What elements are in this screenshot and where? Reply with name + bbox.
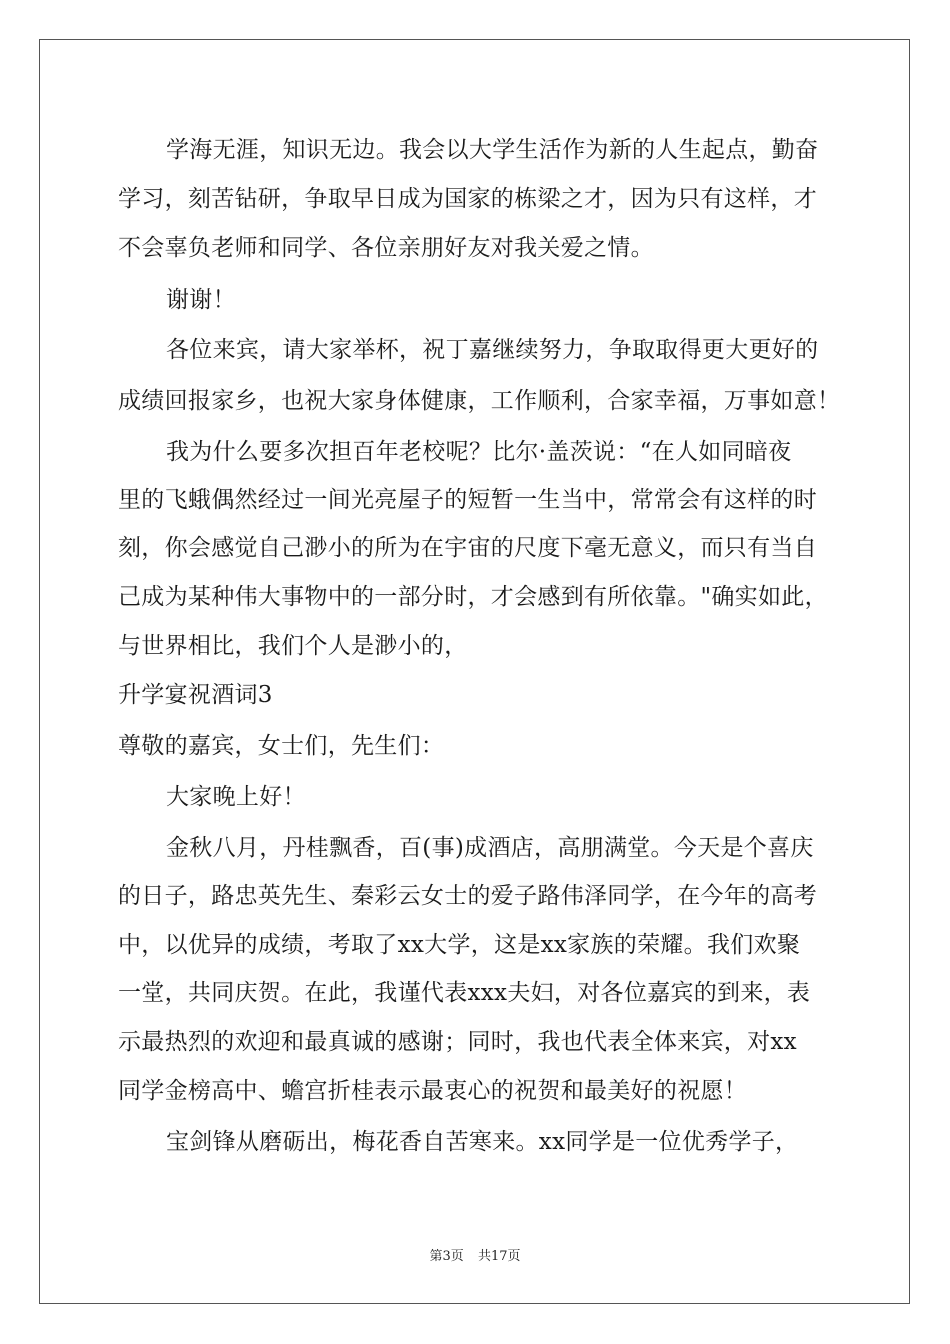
- paragraph-line: 的日子，路忠英先生、秦彩云女士的爱子路伟泽同学，在今年的高考: [118, 883, 817, 909]
- paragraph-line: 刻，你会感觉自己渺小的所为在宇宙的尺度下毫无意义，而只有当自: [118, 535, 817, 561]
- page-number: 第3页: [429, 1249, 464, 1264]
- paragraph-line: 不会辜负老师和同学、各位亲朋好友对我关爱之情。: [118, 235, 654, 261]
- paragraph-line: 一堂，共同庆贺。在此，我谨代表xxx夫妇，对各位嘉宾的到来，表: [118, 980, 811, 1006]
- paragraph-line: 各位来宾，请大家举杯，祝丁嘉继续努力，争取取得更大更好的: [166, 337, 819, 363]
- paragraph-line: 大家晚上好！: [166, 784, 306, 810]
- salutation: 尊敬的嘉宾，女士们，先生们：: [118, 733, 445, 759]
- paragraph-line: 里的飞蛾偶然经过一间光亮屋子的短暂一生当中，常常会有这样的时: [118, 487, 817, 513]
- paragraph-line: 成绩回报家乡，也祝大家身体健康，工作顺利，合家幸福，万事如意！: [118, 388, 841, 414]
- total-pages: 共17页: [477, 1249, 521, 1264]
- paragraph-line: 我为什么要多次担百年老校呢？比尔·盖茨说：“在人如同暗夜: [166, 439, 792, 465]
- section-heading: 升学宴祝酒词3: [118, 682, 273, 708]
- paragraph-line: 与世界相比，我们个人是渺小的，: [118, 633, 468, 659]
- page-footer: [0, 1245, 950, 1264]
- paragraph-line: 谢谢！: [166, 287, 236, 313]
- paragraph-line: 学海无涯，知识无边。我会以大学生活作为新的人生起点，勤奋: [166, 137, 819, 163]
- paragraph-line: 金秋八月，丹桂飘香，百(事)成酒店，高朋满堂。今天是个喜庆: [166, 835, 814, 861]
- paragraph-line: 示最热烈的欢迎和最真诚的感谢；同时，我也代表全体来宾，对xx: [118, 1029, 797, 1055]
- paragraph-line: 同学金榜高中、蟾宫折桂表示最衷心的祝贺和最美好的祝愿！: [118, 1078, 748, 1104]
- paragraph-line: 己成为某种伟大事物中的一部分时，才会感到有所依靠。"确实如此，: [118, 584, 828, 610]
- paragraph-line: 学习，刻苦钻研，争取早日成为国家的栋梁之才，因为只有这样，才: [118, 186, 817, 212]
- paragraph-line: 宝剑锋从磨砺出，梅花香自苦寒来。xx同学是一位优秀学子，: [166, 1129, 799, 1155]
- paragraph-line: 中，以优异的成绩，考取了xx大学，这是xx家族的荣耀。我们欢聚: [118, 932, 801, 958]
